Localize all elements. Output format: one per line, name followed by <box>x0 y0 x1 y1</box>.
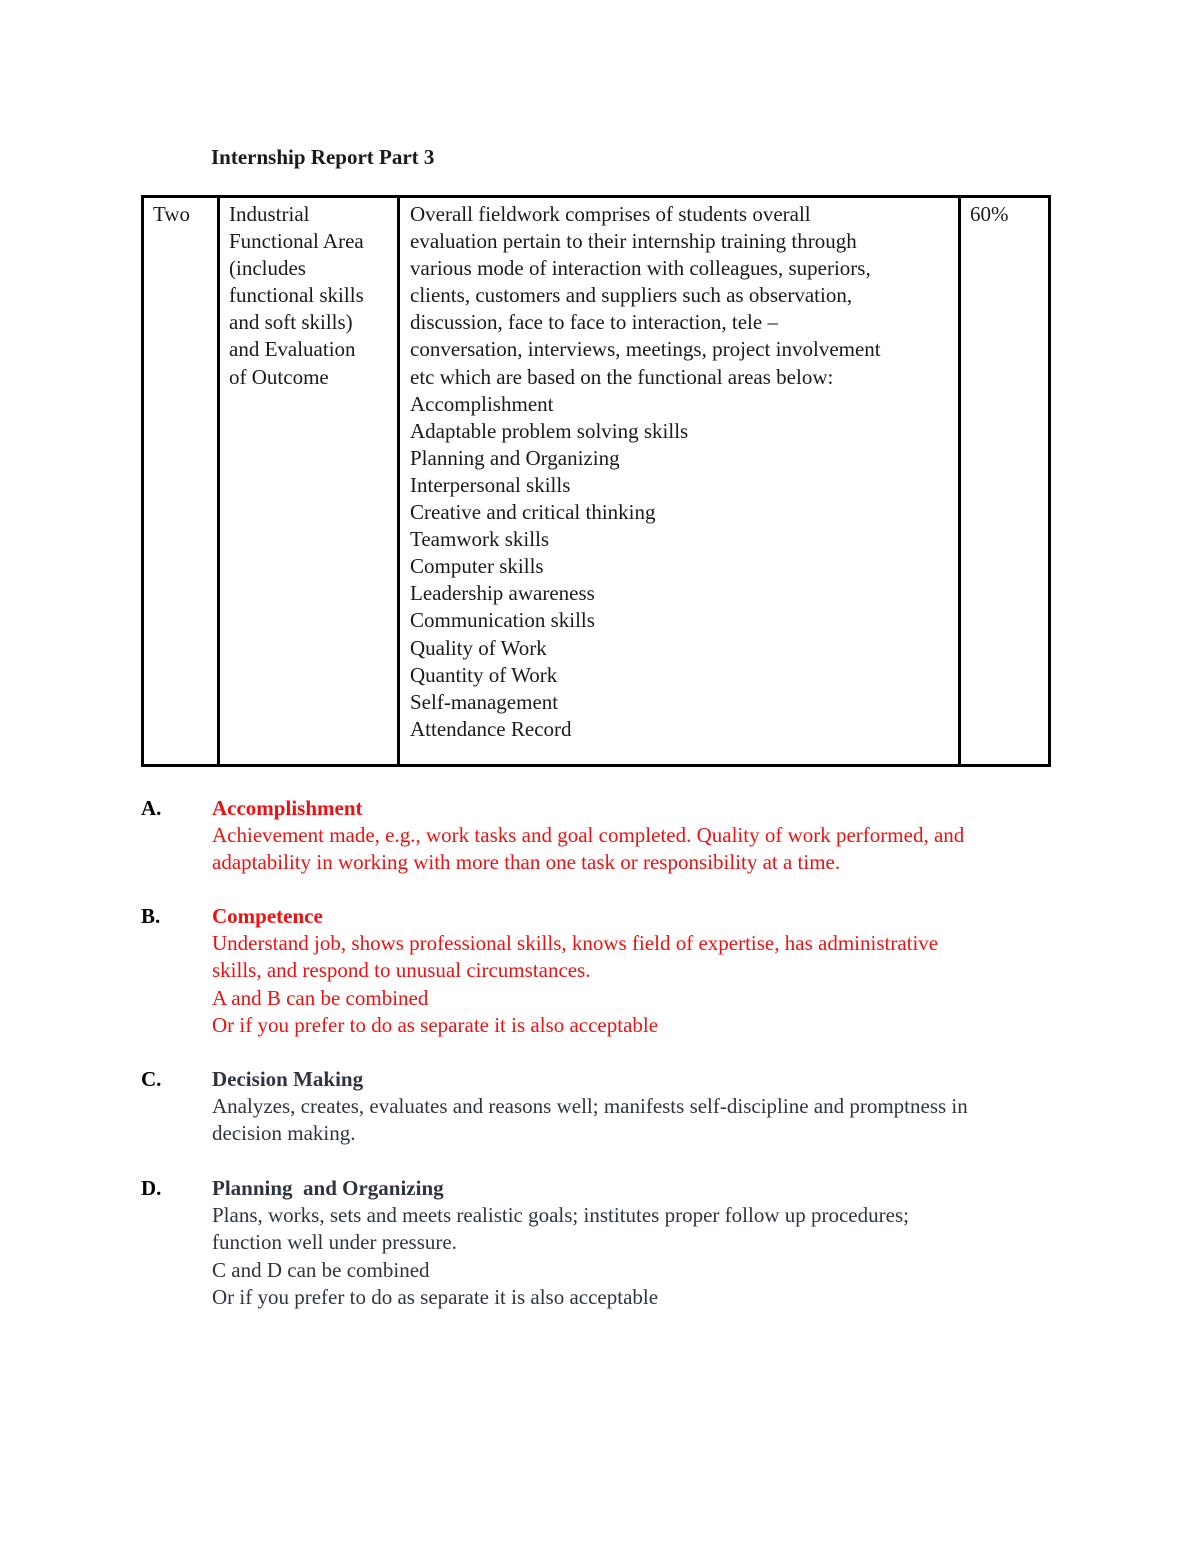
section-letter: A. <box>141 796 162 820</box>
table-row <box>143 197 1050 766</box>
section-line: Understand job, shows professional skills, knows field of expertise, has administrative <box>212 931 939 956</box>
description-line: clients, customers and suppliers such as observation, <box>410 283 853 308</box>
section-line: Plans, works, sets and meets realistic goals; institutes proper follow up procedures; <box>212 1203 909 1228</box>
section-heading: Accomplishment <box>212 796 363 820</box>
description-line: Overall fieldwork comprises of students overall <box>410 202 811 226</box>
functional-area-item: Computer skills <box>410 554 544 579</box>
functional-area-item: Interpersonal skills <box>410 472 571 497</box>
section-heading: Competence <box>212 904 323 928</box>
section-line: C and D can be combined <box>212 1257 430 1282</box>
section-letter: C. <box>141 1067 162 1091</box>
functional-area-cell <box>219 197 399 766</box>
section-line: A and B can be combined <box>212 985 429 1010</box>
functional-area-item: Leadership awareness <box>410 581 595 606</box>
description-cell <box>399 197 960 766</box>
section-letter: D. <box>141 1176 162 1200</box>
description-line: evaluation pertain to their internship training through <box>410 229 857 254</box>
rubric-table <box>141 195 1051 767</box>
functional-area-item: Teamwork skills <box>410 527 550 552</box>
weight-cell: 60% <box>960 197 1050 766</box>
functional-area-item: Planning and Organizing <box>410 445 620 470</box>
description-line: conversation, interviews, meetings, project involvement <box>410 337 881 362</box>
functional-area-item: Communication skills <box>410 608 595 633</box>
area-line: of Outcome <box>229 364 329 389</box>
section-heading: Planning and Organizing <box>212 1176 444 1200</box>
section-letter: B. <box>141 904 161 928</box>
part-cell: Two <box>143 197 219 766</box>
section-line: function well under pressure. <box>212 1230 457 1255</box>
functional-area-item: Quality of Work <box>410 635 547 660</box>
section-heading: Decision Making <box>212 1067 364 1091</box>
area-line: Industrial <box>229 202 310 226</box>
description-line: various mode of interaction with colleagues, superiors, <box>410 256 871 281</box>
section-line: Analyzes, creates, evaluates and reasons well; manifests self-discipline and promptness in <box>212 1094 968 1119</box>
functional-area-item: Self-management <box>410 689 559 714</box>
area-line: functional skills <box>229 283 364 308</box>
section-line: Or if you prefer to do as separate it is also acceptable <box>212 1012 659 1037</box>
area-line: and soft skills) <box>229 310 353 335</box>
functional-area-item: Accomplishment <box>410 391 554 416</box>
section-line: skills, and respond to unusual circumstances. <box>212 958 591 983</box>
functional-area-item: Adaptable problem solving skills <box>410 418 689 443</box>
functional-area-item: Creative and critical thinking <box>410 500 656 525</box>
section-line: decision making. <box>212 1121 356 1146</box>
description-line: discussion, face to face to interaction, tele – <box>410 310 778 335</box>
functional-area-item: Quantity of Work <box>410 662 558 687</box>
section-line: Or if you prefer to do as separate it is also acceptable <box>212 1284 659 1309</box>
area-line: (includes <box>229 256 306 281</box>
section-line: adaptability in working with more than one task or responsibility at a time. <box>212 850 841 875</box>
description-line: etc which are based on the functional areas below: <box>410 364 834 389</box>
area-line: Functional Area <box>229 229 364 254</box>
functional-area-item: Attendance Record <box>410 716 572 741</box>
section-line: Achievement made, e.g., work tasks and goal completed. Quality of work performed, and <box>212 823 965 848</box>
area-line: and Evaluation <box>229 337 356 362</box>
page-title: Internship Report Part 3 <box>211 145 435 169</box>
